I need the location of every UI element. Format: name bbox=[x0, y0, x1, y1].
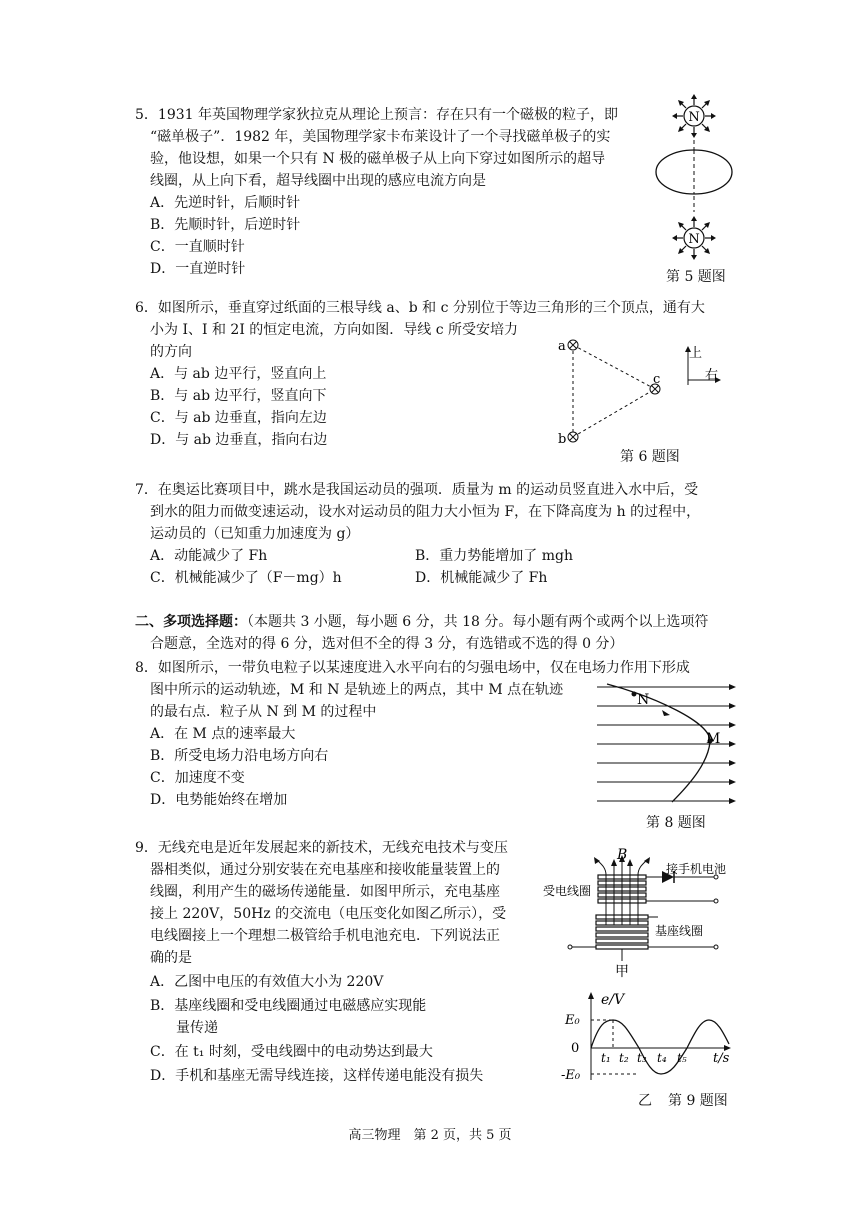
q8-option-a: A．在 M 点的速率最大 bbox=[150, 726, 296, 742]
q9-line-6: 确的是 bbox=[150, 950, 192, 966]
label-b: B bbox=[617, 847, 628, 863]
q5-line-3: 验，他设想，如果一个只有 N 极的磁单极子从上向下穿过如图所示的超导 bbox=[150, 151, 606, 167]
label-m: M bbox=[706, 731, 721, 747]
q7-line-1: 7．在奥运比赛项目中，跳水是我国运动员的强项．质量为 m 的运动员竖直进入水中后，受 bbox=[135, 482, 699, 498]
q8-option-d: D．电势能始终在增加 bbox=[150, 792, 288, 808]
section-2-line-1 bbox=[135, 612, 708, 632]
q8-figure bbox=[592, 682, 742, 808]
q5-option-c: C．一直顺时针 bbox=[150, 239, 245, 255]
q9-figure-jia bbox=[540, 845, 740, 980]
label-base-coil: 基座线圈 bbox=[655, 924, 704, 938]
q5-option-b: B．先顺时针，后逆时针 bbox=[150, 217, 301, 233]
tick-t1: t₁ bbox=[601, 1051, 611, 1065]
q6-option-d: D．与 ab 边垂直，指向右边 bbox=[150, 432, 328, 448]
q8-option-c: C．加速度不变 bbox=[150, 770, 245, 786]
label-jia: 甲 bbox=[615, 964, 629, 980]
label-ev: e/V bbox=[601, 992, 625, 1008]
label-e0: E₀ bbox=[565, 1013, 580, 1028]
q6-line-3: 的方向 bbox=[150, 344, 192, 360]
section-2-line-2: 合题意，全选对的得 6 分，选对但不全的得 3 分，有选错或不选的得 0 分） bbox=[150, 636, 624, 652]
trajectory bbox=[607, 684, 710, 802]
monopole-bottom bbox=[672, 216, 716, 260]
q9-line-1: 9．无线充电是近年发展起来的新技术，无线充电技术与变压 bbox=[135, 840, 508, 856]
q7-option-c: C．机械能减少了（F－mg）h bbox=[150, 570, 342, 586]
pole-label-bottom: N bbox=[688, 232, 700, 247]
page-footer: 高三物理 第 2 页，共 5 页 bbox=[348, 1128, 512, 1143]
q9-line-2: 器相类似，通过分别安装在充电基座和接收能量装置上的 bbox=[150, 862, 500, 878]
label-a: a bbox=[558, 339, 566, 354]
label-b: b bbox=[558, 432, 567, 447]
q9-option-a: A．乙图中电压的有效值大小为 220V bbox=[150, 974, 384, 990]
q5-figure bbox=[650, 92, 740, 262]
q9-label-yi: 乙 bbox=[638, 1093, 652, 1109]
q9-line-5: 电线圈接上一个理想二极管给手机电池充电．下列说法正 bbox=[150, 928, 500, 944]
section-2-desc: （本题共 3 小题，每小题 6 分，共 18 分。每小题有两个或两个以上选项符 bbox=[247, 614, 709, 630]
q5-option-d: D．一直逆时针 bbox=[150, 261, 246, 277]
q9-caption: 第 9 题图 bbox=[668, 1093, 728, 1109]
label-zero: 0 bbox=[571, 1041, 580, 1056]
pole-label-top: N bbox=[688, 110, 700, 125]
q8-line-2: 图中所示的运动轨迹，M 和 N 是轨迹上的两点，其中 M 点在轨迹 bbox=[150, 682, 564, 698]
q8-caption: 第 8 题图 bbox=[646, 815, 706, 831]
tick-t2: t₂ bbox=[619, 1051, 629, 1065]
q9-line-3: 线圈，利用产生的磁场传递能量．如图甲所示，充电基座 bbox=[150, 884, 500, 900]
voltage-curve bbox=[591, 1020, 729, 1074]
point-n bbox=[632, 692, 637, 697]
q9-option-c: C．在 t₁ 时刻，受电线圈中的电动势达到最大 bbox=[150, 1044, 433, 1060]
wire-b-cross-icon bbox=[568, 432, 578, 442]
label-right: 右 bbox=[705, 368, 719, 383]
q8-option-b: B．所受电场力沿电场方向右 bbox=[150, 748, 329, 764]
q9-figure-yi bbox=[553, 988, 738, 1088]
section-2-title: 二、多项选择题： bbox=[135, 614, 247, 630]
label-battery: 接手机电池 bbox=[666, 862, 727, 876]
label-c: c bbox=[653, 372, 661, 387]
q9-option-d: D．手机和基座无需导线连接，这样传递电能没有损失 bbox=[150, 1068, 484, 1084]
q7-line-2: 到水的阻力而做变速运动，设水对运动员的阻力大小恒为 F，在下降高度为 h 的过程中， bbox=[150, 504, 701, 520]
q9-option-b: B．基座线圈和受电线圈通过电磁感应实现能 bbox=[150, 998, 427, 1014]
label-receiving-coil: 受电线圈 bbox=[543, 884, 592, 898]
q6-option-c: C．与 ab 边垂直，指向左边 bbox=[150, 410, 327, 426]
label-n: N bbox=[637, 692, 650, 708]
q6-line-1: 6．如图所示，垂直穿过纸面的三根导线 a、b 和 c 分别位于等边三角形的三个顶点，通有大 bbox=[135, 300, 705, 316]
q8-line-1: 8．如图所示，一带负电粒子以某速度进入水平向右的匀强电场中，仅在电场力作用下形成 bbox=[135, 660, 690, 676]
q6-line-2: 小为 I、I 和 2I 的恒定电流，方向如图．导线 c 所受安培力 bbox=[150, 322, 519, 338]
q5-line-2: “磁单极子”．1982 年，美国物理学家卡布莱设计了一个寻找磁单极子的实 bbox=[150, 129, 611, 145]
label-neg-e0: -E₀ bbox=[561, 1068, 581, 1083]
q9-line-4: 接上 220V，50Hz 的交流电（电压变化如图乙所示），受 bbox=[150, 906, 507, 922]
q5-line-1: 5．1931 年英国物理学家狄拉克从理论上预言：存在只有一个磁极的粒子，即 bbox=[135, 107, 618, 123]
q6-figure bbox=[555, 335, 735, 447]
q6-option-b: B．与 ab 边平行，竖直向下 bbox=[150, 388, 327, 404]
tick-t4: t₄ bbox=[657, 1051, 667, 1065]
q7-option-d: D．机械能减少了 Fh bbox=[415, 570, 548, 586]
q5-line-4: 线圈，从上向下看，超导线圈中出现的感应电流方向是 bbox=[150, 173, 486, 189]
q7-option-b: B．重力势能增加了 mgh bbox=[415, 548, 573, 564]
tick-t3: t₃ bbox=[637, 1051, 647, 1065]
monopole-top bbox=[672, 94, 716, 138]
label-up: 上 bbox=[689, 346, 703, 361]
label-ts: t/s bbox=[713, 1051, 730, 1066]
q5-option-a: A．先逆时针，后顺时针 bbox=[150, 195, 301, 211]
wire-a-cross-icon bbox=[568, 340, 578, 350]
q6-caption: 第 6 题图 bbox=[620, 449, 680, 465]
tick-t5: t₅ bbox=[677, 1051, 687, 1065]
q9-option-b-cont: 量传递 bbox=[176, 1020, 218, 1036]
q7-option-a: A．动能减少了 Fh bbox=[150, 548, 268, 564]
q8-line-3: 的最右点．粒子从 N 到 M 的过程中 bbox=[150, 704, 377, 720]
q5-caption: 第 5 题图 bbox=[666, 269, 726, 285]
q6-option-a: A．与 ab 边平行，竖直向上 bbox=[150, 366, 327, 382]
q7-line-3: 运动员的（已知重力加速度为 g） bbox=[150, 526, 360, 542]
